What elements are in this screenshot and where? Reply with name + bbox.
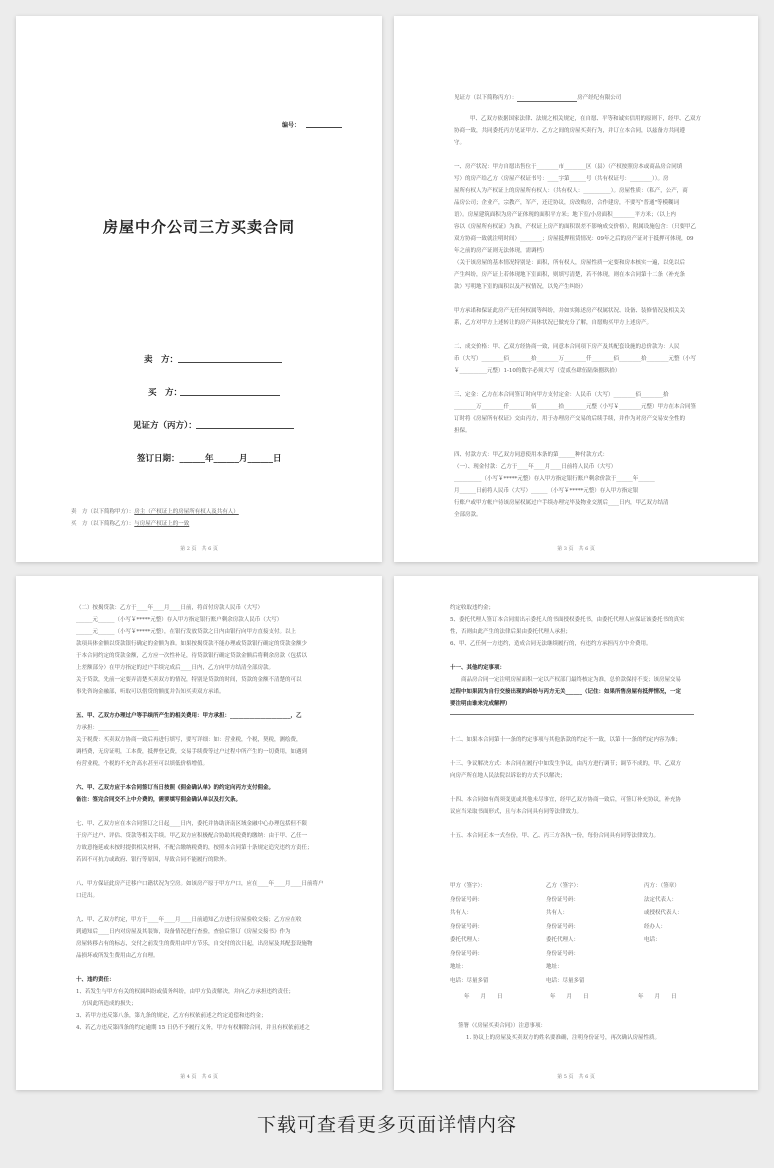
text-line: 5、委托代理人签订本合同需出示委托人的书面授权委托书，由委托代理人应保证该委托书的真实 <box>450 617 685 623</box>
clause-2-heading: 二、成交价格：甲、乙双方经协商一致，同意本合同项下房产及其配套设施的总价款为：人民 <box>454 344 680 350</box>
witness-party-line: 见证方（以下简称丙方）： 房产经纪有限公司 <box>454 95 622 101</box>
witness-blank <box>196 428 294 429</box>
text-line: 到通知后____日内对房屋及其装饰，设备情况进行查验，查验后签订《房屋交接书》作为 <box>76 929 291 935</box>
text-line: 过程中如果因为自行交接出现的纠纷与丙方无关______（记住：如果所售房屋有抵押情况，一定 <box>450 689 682 695</box>
text-line: 款项具体金额以贷款银行确定的金额为准。如果按揭贷款不能办理或贷款银行确定的贷款金额少 <box>76 641 308 647</box>
party-c-sign-date: 年 月 日 <box>638 994 677 1000</box>
text-line: 6、甲、乙任何一方违约，造成合同无法继续履行的，有违约方承担丙方中介费用。 <box>450 641 652 647</box>
text-line: 方故意拖延或未按时提供相关材料，不配合缴纳税费的，按照本合同第十条规定追究违约方责任； <box>76 845 313 851</box>
party-c-sign-block: 丙方：（签章） 法定代表人： 或授权代表人： 经办人： 电话： <box>644 883 683 943</box>
page-number: 第 3 页 共 6 页 <box>557 546 595 552</box>
text-line: 品房公司；企业产，宗教产，军产，还迁协议，房改购房，合作建房，不要写"普通"等模糊词 <box>454 200 680 206</box>
text-line: 口迁出。 <box>76 893 99 899</box>
clause-6-heading: 六、甲、乙双方应于本合同签订当日按照《佣金确认单》的约定向丙方支付佣金。 <box>76 785 275 791</box>
clause-14: 十四、本合同如有尚须变更或其他未尽事宜，经甲乙双方协商一致后，可签订补充协议，补充协 <box>450 797 682 803</box>
clause-9-heading: 九、甲、乙双方约定，甲方于____年____月____日前通知乙方进行房屋验收交接；乙方应在收 <box>76 917 302 923</box>
sign-date-label: 签订日期：______年______月______日 <box>137 454 282 464</box>
text-line: 有营业税，个税的不允许高水甚至可以填低价格增值。 <box>76 761 209 767</box>
text-line: 房屋转移占有的标志，交付之前发生的费用由甲方节乐，自交付的次日起，出房屋及其配套设施物 <box>76 941 313 947</box>
text-line: 甲方承诺和保证此房产无任何权属等纠纷，并如实陈述房产权属状况、设备、装修情况及相关关 <box>454 308 686 314</box>
contract-number-blank <box>306 127 342 128</box>
clause-13: 十三、争议解决方式：本合同在履行中如发生争议，由丙方进行调节；调节不成的，甲、乙双方 <box>450 761 682 767</box>
party-a-sign-date: 年 月 日 <box>464 994 503 1000</box>
text-line: 关于贷款，先前一定要弄清楚买卖双方的情况，特别是贷款的时间，贷款的金额不清楚的可以 <box>76 677 302 683</box>
text-line: 要注明由谁来完成解押） <box>450 701 511 707</box>
notice-title: 签署（《房屋买卖合同》）注意事项： <box>458 1023 547 1029</box>
clause-7-heading: 七、甲、乙双方应在本合同签订之日起____日内，委托并协助济南区域金融中心办理包括但不限 <box>76 821 308 827</box>
text-line: 若因不可抗力或政府、银行等原因，导致合同不能履行的除外。 <box>76 857 231 863</box>
text-line: 年之前的房产证则无法体现，需调档） <box>454 248 548 254</box>
clause-5-heading: 五、甲、乙双方办理过户等手续所产生的相关费用：甲方承担：______________________，乙 <box>76 713 302 719</box>
text-line: 月______日前将人民币（大写）______（小写￥*****元整）存入甲方指定银 <box>454 488 639 494</box>
text-line: 订时将《房屋所有权证》交由丙方，用于办理房产交易的后续手续，并作为对房产交易安全性的 <box>454 416 686 422</box>
clause-1-heading: 一、房产状况：甲方自愿出售位于________市________区（县）（产权按照房本或商品房合同填 <box>454 164 683 170</box>
buyer-line: 买 方（以下简称乙方）：与房屋产权证上的一致 <box>71 521 190 527</box>
clause-12: 十二、如果本合同第十一条的约定事项与其他条款的约定不一致，以第十一条的约定内容为准； <box>450 737 682 743</box>
page-number: 第 5 页 共 6 页 <box>557 1074 595 1080</box>
text-line: （一）、现金付款：乙方于____年____月____日前将人民币（大写） <box>454 464 617 470</box>
page-number: 第 4 页 共 6 页 <box>180 1074 218 1080</box>
text-line: 语）。房屋建筑面积为房产证体现的面积平方米；地下室/小房面积________平方米；（以上内 <box>454 212 676 218</box>
text-line: 议应当采取书面形式，且与本合同具有同等法律效力。 <box>450 809 583 815</box>
text-line: 担保。 <box>454 428 471 434</box>
text-line: 行账户或甲方帐户待该房屋权属过户手续办理完毕及物业交割后____日内，甲乙双方结清 <box>454 500 669 506</box>
download-caption: 下载可查看更多页面详情内容 <box>256 1114 517 1136</box>
text-line: 屋所有权人为产权证上的房屋所有权人：（共有权人：__________）。房屋性质：（私产，公产，商 <box>454 188 688 194</box>
separator-line <box>450 714 694 715</box>
notice-item: 1. 协议上的房屋及买卖双方的姓名要准确，注明身份证号，再次确认房屋性质。 <box>466 1035 660 1041</box>
witness-label: 见证方（丙方）： <box>133 421 197 431</box>
text-line: 关于税费：买卖双方协商一致后再进行填写，要写详细：如：营业税，个税，契税，测绘费， <box>76 737 302 743</box>
text-line: ______元______（小写￥*****元整），在银行发放贷款之日内由银行向甲方直接支付。以上 <box>76 629 297 635</box>
contract-cover-page <box>16 16 382 562</box>
text-line: __________（小写￥*****元整）存入甲方指定银行账户剩余价款于______年______ <box>454 476 655 482</box>
contract-page-4 <box>16 576 382 1090</box>
text-line: 全部房款。 <box>454 512 482 518</box>
text-line: 于房产过户、评估、贷款等相关手续。甲乙双方应积极配合协助其税费的缴纳：由于甲、乙任一 <box>76 833 308 839</box>
clause-6-note: 备注：签完合同交不上中介费的，需要填写佣金确认单以及打欠条。 <box>76 797 242 803</box>
text-line: 方因此所造成的损失； <box>76 1001 137 1007</box>
text-line: 双方协商一致就注明时间）________；房屋抵押租赁情况：09年之后的房产证对于抵押可体现，09 <box>454 236 694 242</box>
text-line: 款）写明地下室的面积以及产权情况，以免产生纠纷） <box>454 284 587 290</box>
text-line: 上差额部分）在甲方指定的过户手续完成后____日内，乙方向甲方结清全部房款。 <box>76 665 275 671</box>
buyer-blank <box>180 395 280 396</box>
text-line: 产生纠纷，房产证上若体现地下室面积，则填写清楚，若不体现，则在本合同第十二条（补充条 <box>454 272 686 278</box>
text-line: 守。 <box>454 140 466 146</box>
contract-title: 房屋中介公司三方买卖合同 <box>102 218 295 236</box>
text-line: 写）的房产给乙方（房屋产权证书号：____字第______号（共有权证号：________））。房 <box>454 176 669 182</box>
contract-page-3 <box>394 16 758 562</box>
text-line: 商品房合同一定注明房屋面积一定以产权部门最终核定为准，总价款保持不变；该房屋交易 <box>450 677 682 683</box>
text-line: ________万________仟________佰________拾________元整（小写￥________元整）甲方在本合同签 <box>454 404 697 410</box>
party-a-sign-block: 甲方（签字）： 身份证号码： 共有人： 身份证号码： 委托代理人： 身份证号码： 地址： 电话：尽量多留 <box>450 883 489 984</box>
text-line: 甲、乙双方依据国家法律、法规之相关规定，在自愿、平等和诚实信用的原则下，经甲、乙双方 <box>470 116 702 122</box>
clause-4-heading: 四、付款方式：甲乙双方同意使用本条的第______种付款方式： <box>454 452 609 458</box>
text-line: 容以《房屋所有权证》为准，产权证上房产的面积误差不影响成交价格），附属设施包含：（只要甲乙 <box>454 224 697 230</box>
text-line: 向房产所在地人民法院以诉讼的方式予以解决； <box>450 773 566 779</box>
text-line: 品损坏或所发生费用由乙方自理。 <box>76 953 159 959</box>
clause-3-heading: 三、定金：乙方在本合同签订时向甲方支付定金：人民币（大写）________佰________拾 <box>454 392 669 398</box>
text-line: 1、若发生与甲方有关的权属纠纷或债务纠纷，由甲方负责解决，并向乙方承担违约责任； <box>76 989 295 995</box>
clause-10-heading: 十、违约责任： <box>76 977 115 983</box>
text-line: 协商一致，共同委托丙方见证甲方、乙方之间的房屋买卖行为，并订立本合同，以兹备方共同遵 <box>454 128 686 134</box>
party-b-sign-date: 年 月 日 <box>550 994 589 1000</box>
seller-blank <box>178 362 282 363</box>
text-line: 事先咨询金融部，听取可以借贷的额度并告知买卖双方承诺。 <box>76 689 225 695</box>
text-line: 3、若甲方违反第八条，第九条的规定，乙方有权依前述之约定追偿和违约金； <box>76 1013 267 1019</box>
text-line: （二）按揭贷款：乙方于____年____月____日前，将首付房款人民币（大写） <box>76 605 264 611</box>
seller-line: 卖 方（以下简称甲方）：房主（产权证上的房屋所有权人及共有人） <box>71 509 239 515</box>
text-line: 调档费，无房证明，工本费，抵押登记费，交易手续费等过户过程中所产生的一切费用，如遇到 <box>76 749 308 755</box>
text-line: 于本合同约定的贷款金额，乙方应一次性补足，待贷款银行确定贷款金额后将剩余房款（包括以 <box>76 653 308 659</box>
clause-11-heading: 十一、其他约定事项： <box>450 665 506 671</box>
seller-label: 卖 方： <box>144 355 179 365</box>
text-line: ￥__________元整）1-10的数字必须大写（壹贰叁肆伍陆柒捌玖拾） <box>454 368 621 374</box>
party-b-sign-block: 乙方（签字）： 身份证号码： 共有人： 身份证号码： 委托代理人： 身份证号码： 地址： 电话：尽量多留 <box>546 883 585 984</box>
text-line: 系，乙方对甲方上述转让的房产具体状况已做充分了解，自愿购买甲方上述房产。 <box>454 320 653 326</box>
text-line: ______元______（小写￥*****元整）存入甲方指定银行账户剩余房款人民币（大写） <box>76 617 283 623</box>
text-line: 性，否则由此产生的法律后果由委托代理人承担； <box>450 629 572 635</box>
clause-15: 十五、本合同正本一式叁份，甲、乙、丙三方各执一份，每份合同具有同等法律效力。 <box>450 833 660 839</box>
text-line: 约定收取违约金； <box>450 605 495 611</box>
text-line: 方承担：______________________ <box>76 725 159 731</box>
contract-page-5 <box>394 576 758 1090</box>
page-number: 第 2 页 共 6 页 <box>180 546 218 552</box>
contract-number-label: 编号： <box>282 122 301 129</box>
buyer-label: 买 方： <box>148 388 183 398</box>
clause-8-heading: 八、甲方保证此房产迁移户口籍状况为空房。如该房产原于甲方户口，应在____年____月____日前将户 <box>76 881 324 887</box>
text-line: 4、若乙方违反第四条的约定逾期 15 日仍不予履行义务，甲方有权解除合同，并且有权依前述之 <box>76 1025 310 1031</box>
text-line: （关于该房屋的基本情况特别是：面积，所有权人，房屋性质一定要和房本核实一遍，以免以后 <box>454 260 686 266</box>
text-line: 币（大写）________佰________拾________万________仟________佰________拾________元整（小写 <box>454 356 697 362</box>
